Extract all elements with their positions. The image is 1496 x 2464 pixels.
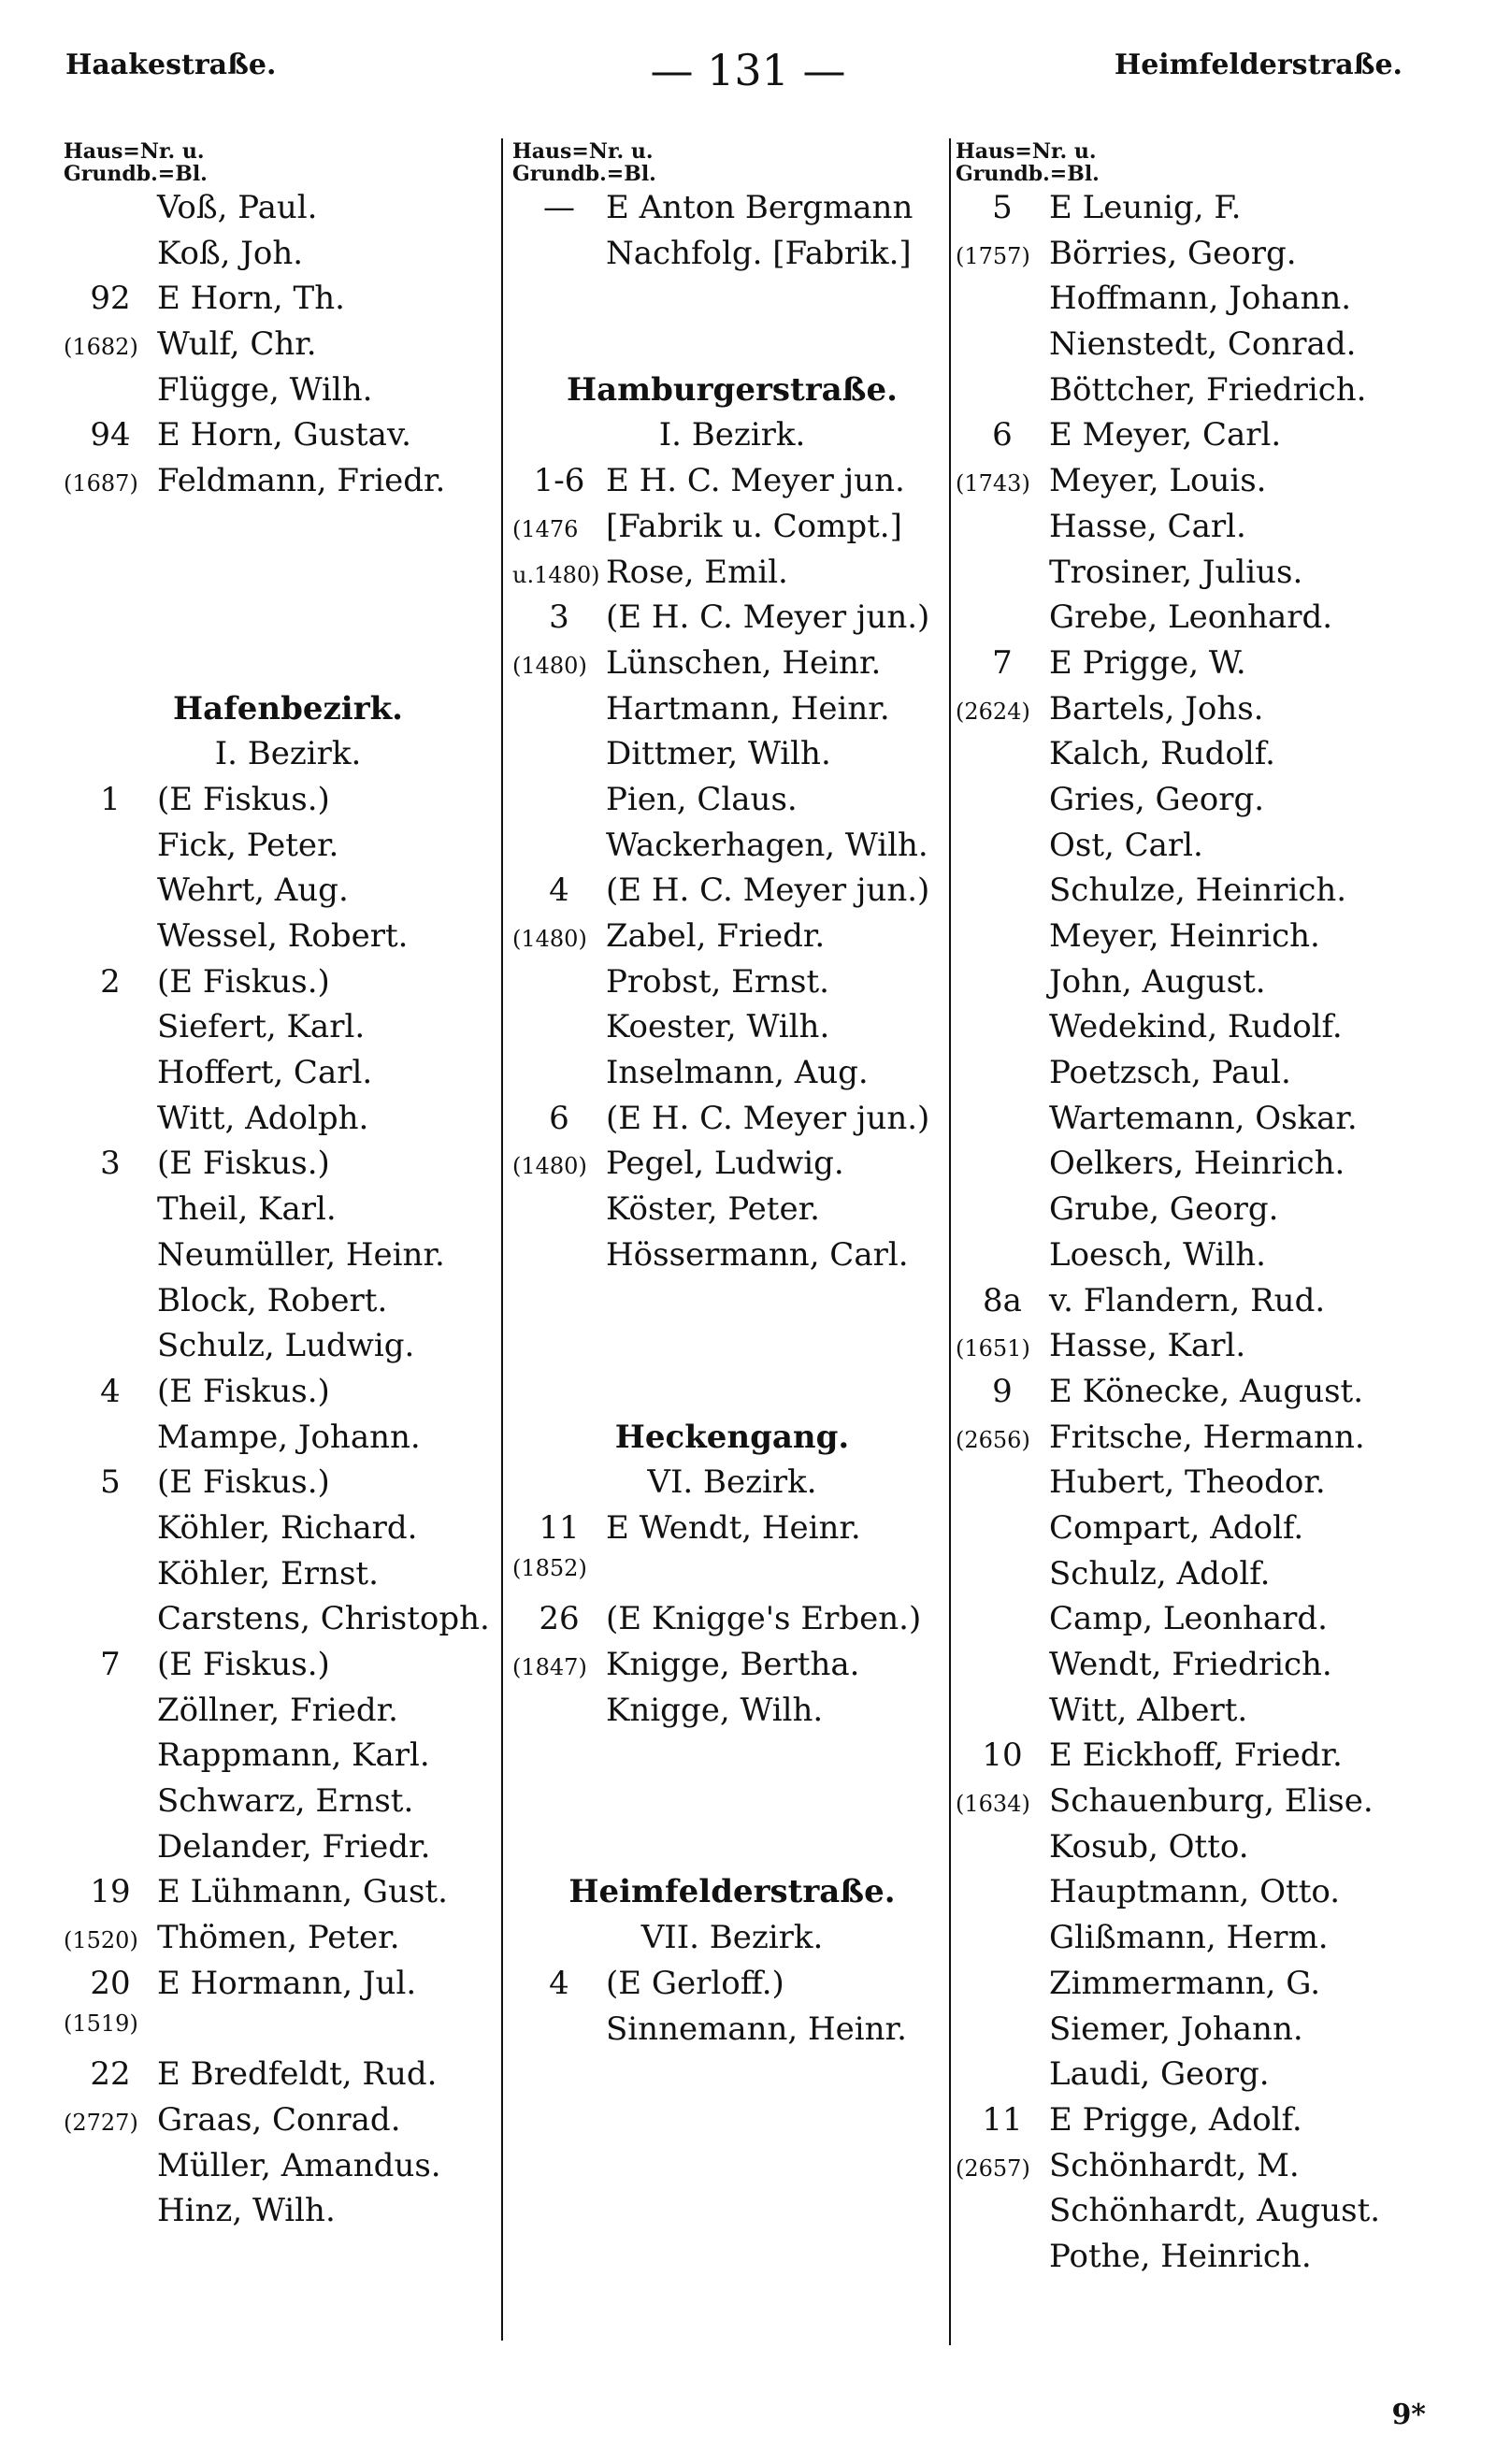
resident-name: Wehrt, Aug. xyxy=(157,872,349,910)
resident-name: Schulze, Heinrich. xyxy=(1049,872,1347,910)
resident-name: (E H. C. Meyer jun.) xyxy=(606,1099,930,1137)
resident-name: Trosiner, Julius. xyxy=(1049,553,1303,591)
directory-entry xyxy=(956,1736,1423,1782)
resident-name: E Meyer, Carl. xyxy=(1049,416,1282,454)
resident-name: Knigge, Wilh. xyxy=(606,1691,824,1729)
directory-entry xyxy=(512,1509,952,1555)
house-number: 4 xyxy=(549,872,569,910)
resident-name: Müller, Amandus. xyxy=(157,2146,441,2184)
resident-name: John, August. xyxy=(1049,962,1266,1001)
directory-entry xyxy=(64,1236,512,1282)
house-number: (1743) xyxy=(956,470,1030,497)
directory-entry xyxy=(64,280,512,325)
house-number: 9 xyxy=(992,1372,1013,1410)
resident-name: Köhler, Ernst. xyxy=(157,1554,379,1592)
directory-entry xyxy=(64,1692,512,1737)
resident-name: Schulz, Adolf. xyxy=(1049,1554,1271,1592)
directory-entry xyxy=(64,1828,512,1874)
directory-entry xyxy=(956,1190,1423,1236)
resident-name: [Fabrik u. Compt.] xyxy=(606,507,902,545)
directory-entry xyxy=(956,1327,1423,1373)
resident-name: Pien, Claus. xyxy=(606,780,798,818)
resident-name: Fick, Peter. xyxy=(157,826,339,864)
directory-entry xyxy=(956,1919,1423,1965)
house-number: 1-6 xyxy=(533,462,585,500)
directory-entry xyxy=(512,554,952,599)
resident-name: Koß, Joh. xyxy=(157,234,304,272)
house-number: (1519) xyxy=(64,2010,138,2037)
directory-entry xyxy=(512,917,952,963)
resident-name: Knigge, Bertha. xyxy=(606,1646,860,1683)
resident-name: Nienstedt, Conrad. xyxy=(1049,325,1357,364)
running-head-left: Haakestraße. xyxy=(65,49,277,81)
resident-name: Gries, Georg. xyxy=(1049,780,1265,818)
directory-entry xyxy=(512,872,952,917)
resident-name: Fritsche, Hermann. xyxy=(1049,1418,1365,1456)
directory-entry xyxy=(64,1008,512,1054)
resident-name: Kalch, Rudolf. xyxy=(1049,735,1275,773)
directory-entry xyxy=(512,963,952,1009)
directory-entry xyxy=(512,508,952,554)
house-number: — xyxy=(543,189,575,226)
resident-name: E Eickhoff, Friedr. xyxy=(1049,1736,1343,1775)
directory-entry xyxy=(956,554,1423,599)
house-number: (1634) xyxy=(956,1791,1030,1818)
house-number: (1480) xyxy=(512,926,587,952)
house-number: 8a xyxy=(983,1281,1022,1319)
directory-entry xyxy=(956,827,1423,872)
resident-name: E Hormann, Jul. xyxy=(157,1964,417,2002)
resident-name: Poetzsch, Paul. xyxy=(1049,1054,1291,1092)
resident-name: Witt, Adolph. xyxy=(157,1099,369,1137)
house-number: (2727) xyxy=(64,2109,138,2136)
resident-name: Schwarz, Ernst. xyxy=(157,1782,414,1821)
directory-entry xyxy=(956,235,1423,281)
directory-entry xyxy=(512,1054,952,1100)
house-number: 4 xyxy=(100,1372,121,1410)
house-number: 5 xyxy=(100,1463,121,1502)
directory-entry xyxy=(956,2055,1423,2101)
resident-name: Nachfolg. [Fabrik.] xyxy=(606,234,912,272)
district-label: VII. Bezirk. xyxy=(640,1919,824,1957)
house-number: 26 xyxy=(539,1600,580,1638)
directory-entry xyxy=(64,1282,512,1328)
directory-entry xyxy=(956,508,1423,554)
resident-name: E Leunig, F. xyxy=(1049,189,1242,226)
resident-name: Thömen, Peter. xyxy=(157,1919,400,1957)
house-number: 22 xyxy=(90,2055,131,2094)
directory-entry xyxy=(956,1282,1423,1328)
directory-entry xyxy=(512,462,952,508)
house-number: (2656) xyxy=(956,1426,1030,1453)
section-title: Heimfelderstraße. xyxy=(568,1873,896,1911)
directory-entry xyxy=(64,827,512,872)
directory-entry xyxy=(956,280,1423,325)
directory-entry xyxy=(512,690,952,736)
resident-name: Compart, Adolf. xyxy=(1049,1508,1304,1547)
district-label: I. Bezirk. xyxy=(658,416,806,454)
resident-name: Kosub, Otto. xyxy=(1049,1827,1249,1866)
directory-entry xyxy=(64,1463,512,1509)
resident-name: v. Flandern, Rud. xyxy=(1049,1281,1326,1319)
directory-entry xyxy=(64,371,512,417)
resident-name: Zabel, Friedr. xyxy=(606,917,826,955)
column-heading: Haus=Nr. u. Grundb.=Bl. xyxy=(64,139,208,186)
house-number: 6 xyxy=(549,1099,569,1137)
entry-list xyxy=(64,781,512,2238)
directory-entry xyxy=(64,1190,512,1236)
directory-entry xyxy=(956,781,1423,827)
page-number: — 131 — xyxy=(650,45,846,95)
entry-list xyxy=(64,189,512,508)
directory-entry xyxy=(64,1145,512,1190)
directory-entry xyxy=(64,416,512,462)
resident-name: Hasse, Karl. xyxy=(1049,1327,1246,1365)
directory-entry xyxy=(956,1509,1423,1555)
house-number: (1682) xyxy=(64,334,138,361)
house-number: 2 xyxy=(100,962,121,1001)
resident-name: Köster, Peter. xyxy=(606,1190,820,1229)
resident-name: Siefert, Karl. xyxy=(157,1008,366,1046)
directory-entry xyxy=(512,1100,952,1146)
house-number: 7 xyxy=(100,1646,121,1683)
resident-name: Wackerhagen, Wilh. xyxy=(606,826,928,864)
directory-entry xyxy=(64,325,512,371)
resident-name: E H. C. Meyer jun. xyxy=(606,462,905,500)
resident-name: Hössermann, Carl. xyxy=(606,1235,909,1274)
house-number: (1476 xyxy=(512,515,579,542)
resident-name: Grube, Georg. xyxy=(1049,1190,1279,1229)
directory-entry xyxy=(64,2147,512,2193)
resident-name: (E Fiskus.) xyxy=(157,1646,330,1683)
house-number: 4 xyxy=(549,1964,569,2002)
house-number: 20 xyxy=(90,1964,131,2002)
house-number: 3 xyxy=(549,598,569,637)
directory-entry xyxy=(64,1555,512,1601)
house-number: 11 xyxy=(982,2100,1023,2139)
resident-name: (E H. C. Meyer jun.) xyxy=(606,598,930,637)
house-number: 19 xyxy=(90,1873,131,1911)
directory-entry xyxy=(64,1646,512,1692)
resident-name: Zimmermann, G. xyxy=(1049,1964,1321,2002)
resident-name: Böttcher, Friedrich. xyxy=(1049,370,1367,409)
resident-name: (E Fiskus.) xyxy=(157,780,330,818)
resident-name: Theil, Karl. xyxy=(157,1190,337,1229)
entry-list xyxy=(512,189,952,280)
resident-name: Graas, Conrad. xyxy=(157,2100,401,2139)
column-1 xyxy=(64,140,512,2238)
house-number: 3 xyxy=(100,1145,121,1183)
resident-name: Neumüller, Heinr. xyxy=(157,1235,445,1274)
directory-entry xyxy=(64,1919,512,1965)
resident-name: Rose, Emil. xyxy=(606,553,788,591)
resident-name: Siemer, Johann. xyxy=(1049,2010,1303,2048)
directory-entry xyxy=(956,2010,1423,2056)
directory-entry xyxy=(512,1646,952,1692)
resident-name: Glißmann, Herm. xyxy=(1049,1919,1329,1957)
directory-entry xyxy=(956,189,1423,235)
directory-entry xyxy=(956,1100,1423,1146)
resident-name: Wartemann, Oskar. xyxy=(1049,1099,1358,1137)
resident-name: (E Gerloff.) xyxy=(606,1964,784,2002)
resident-name: (E H. C. Meyer jun.) xyxy=(606,872,930,910)
house-number: (1852) xyxy=(512,1554,587,1581)
directory-entry xyxy=(956,2238,1423,2284)
directory-entry xyxy=(512,598,952,644)
directory-entry xyxy=(956,735,1423,781)
directory-entry xyxy=(64,2101,512,2147)
directory-entry xyxy=(956,1555,1423,1601)
resident-name: Hubert, Theodor. xyxy=(1049,1463,1326,1502)
resident-name: Schauenburg, Elise. xyxy=(1049,1782,1374,1821)
resident-name: Pothe, Heinrich. xyxy=(1049,2237,1312,2275)
directory-entry xyxy=(64,189,512,235)
directory-entry xyxy=(956,1873,1423,1919)
resident-name: E Horn, Th. xyxy=(157,280,345,318)
directory-entry xyxy=(956,1054,1423,1100)
resident-name: Hinz, Wilh. xyxy=(157,2192,336,2230)
directory-entry xyxy=(956,1008,1423,1054)
directory-entry xyxy=(512,735,952,781)
directory-entry xyxy=(512,1555,952,1601)
column-2 xyxy=(512,140,952,2055)
house-number: 92 xyxy=(90,280,131,318)
directory-entry xyxy=(956,917,1423,963)
directory-entry xyxy=(64,235,512,281)
directory-entry xyxy=(64,1965,512,2010)
directory-entry xyxy=(956,1463,1423,1509)
house-number: (2624) xyxy=(956,698,1030,725)
directory-entry xyxy=(512,1190,952,1236)
house-number: (1480) xyxy=(512,1153,587,1180)
resident-name: Schulz, Ludwig. xyxy=(157,1327,415,1365)
resident-name: Delander, Friedr. xyxy=(157,1827,431,1866)
resident-name: Mampe, Johann. xyxy=(157,1418,421,1456)
resident-name: Dittmer, Wilh. xyxy=(606,735,831,773)
directory-entry xyxy=(956,371,1423,417)
directory-entry xyxy=(64,781,512,827)
directory-entry xyxy=(512,781,952,827)
house-number: (1480) xyxy=(512,652,587,679)
directory-entry xyxy=(512,1008,952,1054)
resident-name: Lünschen, Heinr. xyxy=(606,643,882,682)
directory-entry xyxy=(956,2147,1423,2193)
directory-entry xyxy=(956,2192,1423,2238)
directory-entry xyxy=(64,2192,512,2238)
resident-name: Zöllner, Friedr. xyxy=(157,1691,398,1729)
house-number: 10 xyxy=(982,1736,1023,1775)
resident-name: Probst, Ernst. xyxy=(606,962,829,1001)
resident-name: Wulf, Chr. xyxy=(157,325,317,364)
signature-mark: 9* xyxy=(1391,2399,1426,2431)
directory-entry xyxy=(64,1327,512,1373)
house-number: (1757) xyxy=(956,242,1030,269)
directory-entry xyxy=(64,1054,512,1100)
resident-name: Rappmann, Karl. xyxy=(157,1736,430,1775)
house-number: (1651) xyxy=(956,1335,1030,1362)
resident-name: E Bredfeldt, Rud. xyxy=(157,2055,438,2094)
resident-name: (E Fiskus.) xyxy=(157,962,330,1001)
resident-name: E Prigge, Adolf. xyxy=(1049,2100,1302,2139)
resident-name: Block, Robert. xyxy=(157,1281,388,1319)
directory-entry xyxy=(956,644,1423,690)
resident-name: E Könecke, August. xyxy=(1049,1372,1364,1410)
resident-name: Hoffert, Carl. xyxy=(157,1054,373,1092)
section-title: Hafenbezirk. xyxy=(172,689,404,728)
resident-name: Meyer, Heinrich. xyxy=(1049,917,1320,955)
resident-name: Feldmann, Friedr. xyxy=(157,462,446,500)
directory-entry xyxy=(956,1692,1423,1737)
directory-entry xyxy=(512,644,952,690)
directory-entry xyxy=(512,1600,952,1646)
column-heading: Haus=Nr. u. Grundb.=Bl. xyxy=(512,139,656,186)
entry-list xyxy=(956,189,1423,2284)
directory-entry xyxy=(956,1236,1423,1282)
house-number: 7 xyxy=(992,643,1013,682)
directory-entry xyxy=(956,1145,1423,1190)
house-number: 94 xyxy=(90,416,131,454)
resident-name: Pegel, Ludwig. xyxy=(606,1145,844,1183)
resident-name: E Wendt, Heinr. xyxy=(606,1508,861,1547)
directory-entry xyxy=(64,2055,512,2101)
resident-name: (E Fiskus.) xyxy=(157,1145,330,1183)
section-title: Heckengang. xyxy=(614,1418,850,1456)
house-number: 6 xyxy=(992,416,1013,454)
directory-entry xyxy=(956,1828,1423,1874)
resident-name: Carstens, Christoph. xyxy=(157,1600,490,1638)
directory-entry xyxy=(956,1782,1423,1828)
directory-entry xyxy=(956,1419,1423,1464)
directory-entry xyxy=(956,1965,1423,2010)
directory-entry xyxy=(64,1100,512,1146)
resident-name: Wessel, Robert. xyxy=(157,917,409,955)
entry-list xyxy=(512,462,952,1281)
running-head-right: Heimfelderstraße. xyxy=(1114,49,1402,81)
resident-name: Koester, Wilh. xyxy=(606,1008,830,1046)
house-number: 11 xyxy=(539,1508,580,1547)
resident-name: Sinnemann, Heinr. xyxy=(606,2010,907,2048)
directory-entry xyxy=(64,1419,512,1464)
resident-name: Voß, Paul. xyxy=(157,189,318,226)
resident-name: (E Fiskus.) xyxy=(157,1372,330,1410)
resident-name: E Prigge, W. xyxy=(1049,643,1246,682)
directory-entry xyxy=(956,963,1423,1009)
directory-entry xyxy=(512,1692,952,1737)
resident-name: Ost, Carl. xyxy=(1049,826,1203,864)
directory-entry xyxy=(512,1236,952,1282)
resident-name: Oelkers, Heinrich. xyxy=(1049,1145,1345,1183)
directory-entry xyxy=(64,872,512,917)
directory-entry xyxy=(64,1736,512,1782)
resident-name: Köhler, Richard. xyxy=(157,1508,418,1547)
directory-entry xyxy=(956,1600,1423,1646)
resident-name: Hasse, Carl. xyxy=(1049,507,1246,545)
resident-name: (E Fiskus.) xyxy=(157,1463,330,1502)
resident-name: Laudi, Georg. xyxy=(1049,2055,1270,2094)
directory-entry xyxy=(64,917,512,963)
resident-name: Meyer, Louis. xyxy=(1049,462,1267,500)
house-number: (1520) xyxy=(64,1927,138,1954)
resident-name: (E Knigge's Erben.) xyxy=(606,1600,922,1638)
resident-name: Camp, Leonhard. xyxy=(1049,1600,1328,1638)
resident-name: Wedekind, Rudolf. xyxy=(1049,1008,1343,1046)
resident-name: Hauptmann, Otto. xyxy=(1049,1873,1341,1911)
resident-name: Bartels, Johs. xyxy=(1049,689,1264,728)
district-label: I. Bezirk. xyxy=(214,735,362,773)
directory-entry xyxy=(956,598,1423,644)
directory-entry xyxy=(956,325,1423,371)
directory-entry xyxy=(956,416,1423,462)
house-number: 1 xyxy=(100,780,121,818)
directory-entry xyxy=(512,1145,952,1190)
district-label: VI. Bezirk. xyxy=(647,1463,817,1502)
directory-entry xyxy=(64,1600,512,1646)
directory-entry xyxy=(956,1373,1423,1419)
resident-name: Börries, Georg. xyxy=(1049,234,1297,272)
directory-entry xyxy=(956,690,1423,736)
column-3 xyxy=(956,140,1423,2284)
resident-name: E Anton Bergmann xyxy=(606,189,913,226)
directory-entry xyxy=(64,1509,512,1555)
directory-entry xyxy=(512,235,952,281)
directory-entry xyxy=(64,1782,512,1828)
section-title: Hamburgerstraße. xyxy=(567,370,898,409)
directory-entry xyxy=(512,189,952,235)
directory-entry xyxy=(956,872,1423,917)
resident-name: Hartmann, Heinr. xyxy=(606,689,890,728)
column-heading: Haus=Nr. u. Grundb.=Bl. xyxy=(956,139,1100,186)
directory-entry xyxy=(956,462,1423,508)
house-number: 5 xyxy=(992,189,1013,226)
directory-entry xyxy=(512,1965,952,2010)
resident-name: Flügge, Wilh. xyxy=(157,370,373,409)
directory-entry xyxy=(512,827,952,872)
entry-list xyxy=(512,1509,952,1736)
house-number: u.1480) xyxy=(512,561,600,588)
directory-entry xyxy=(64,2010,512,2056)
resident-name: Witt, Albert. xyxy=(1049,1691,1248,1729)
directory-entry xyxy=(512,2010,952,2056)
house-number: (1847) xyxy=(512,1654,587,1680)
resident-name: Schönhardt, M. xyxy=(1049,2146,1300,2184)
directory-entry xyxy=(64,462,512,508)
resident-name: Schönhardt, August. xyxy=(1049,2192,1381,2230)
resident-name: E Horn, Gustav. xyxy=(157,416,411,454)
resident-name: Wendt, Friedrich. xyxy=(1049,1646,1332,1683)
directory-entry xyxy=(956,1646,1423,1692)
directory-entry xyxy=(64,963,512,1009)
directory-entry xyxy=(64,1373,512,1419)
house-number: (1687) xyxy=(64,470,138,497)
entry-list xyxy=(512,1965,952,2055)
directory-entry xyxy=(64,1873,512,1919)
resident-name: E Lühmann, Gust. xyxy=(157,1873,448,1911)
directory-entry xyxy=(956,2101,1423,2147)
resident-name: Grebe, Leonhard. xyxy=(1049,598,1333,637)
resident-name: Loesch, Wilh. xyxy=(1049,1235,1266,1274)
resident-name: Inselmann, Aug. xyxy=(606,1054,869,1092)
resident-name: Hoffmann, Johann. xyxy=(1049,280,1352,318)
house-number: (2657) xyxy=(956,2154,1030,2182)
